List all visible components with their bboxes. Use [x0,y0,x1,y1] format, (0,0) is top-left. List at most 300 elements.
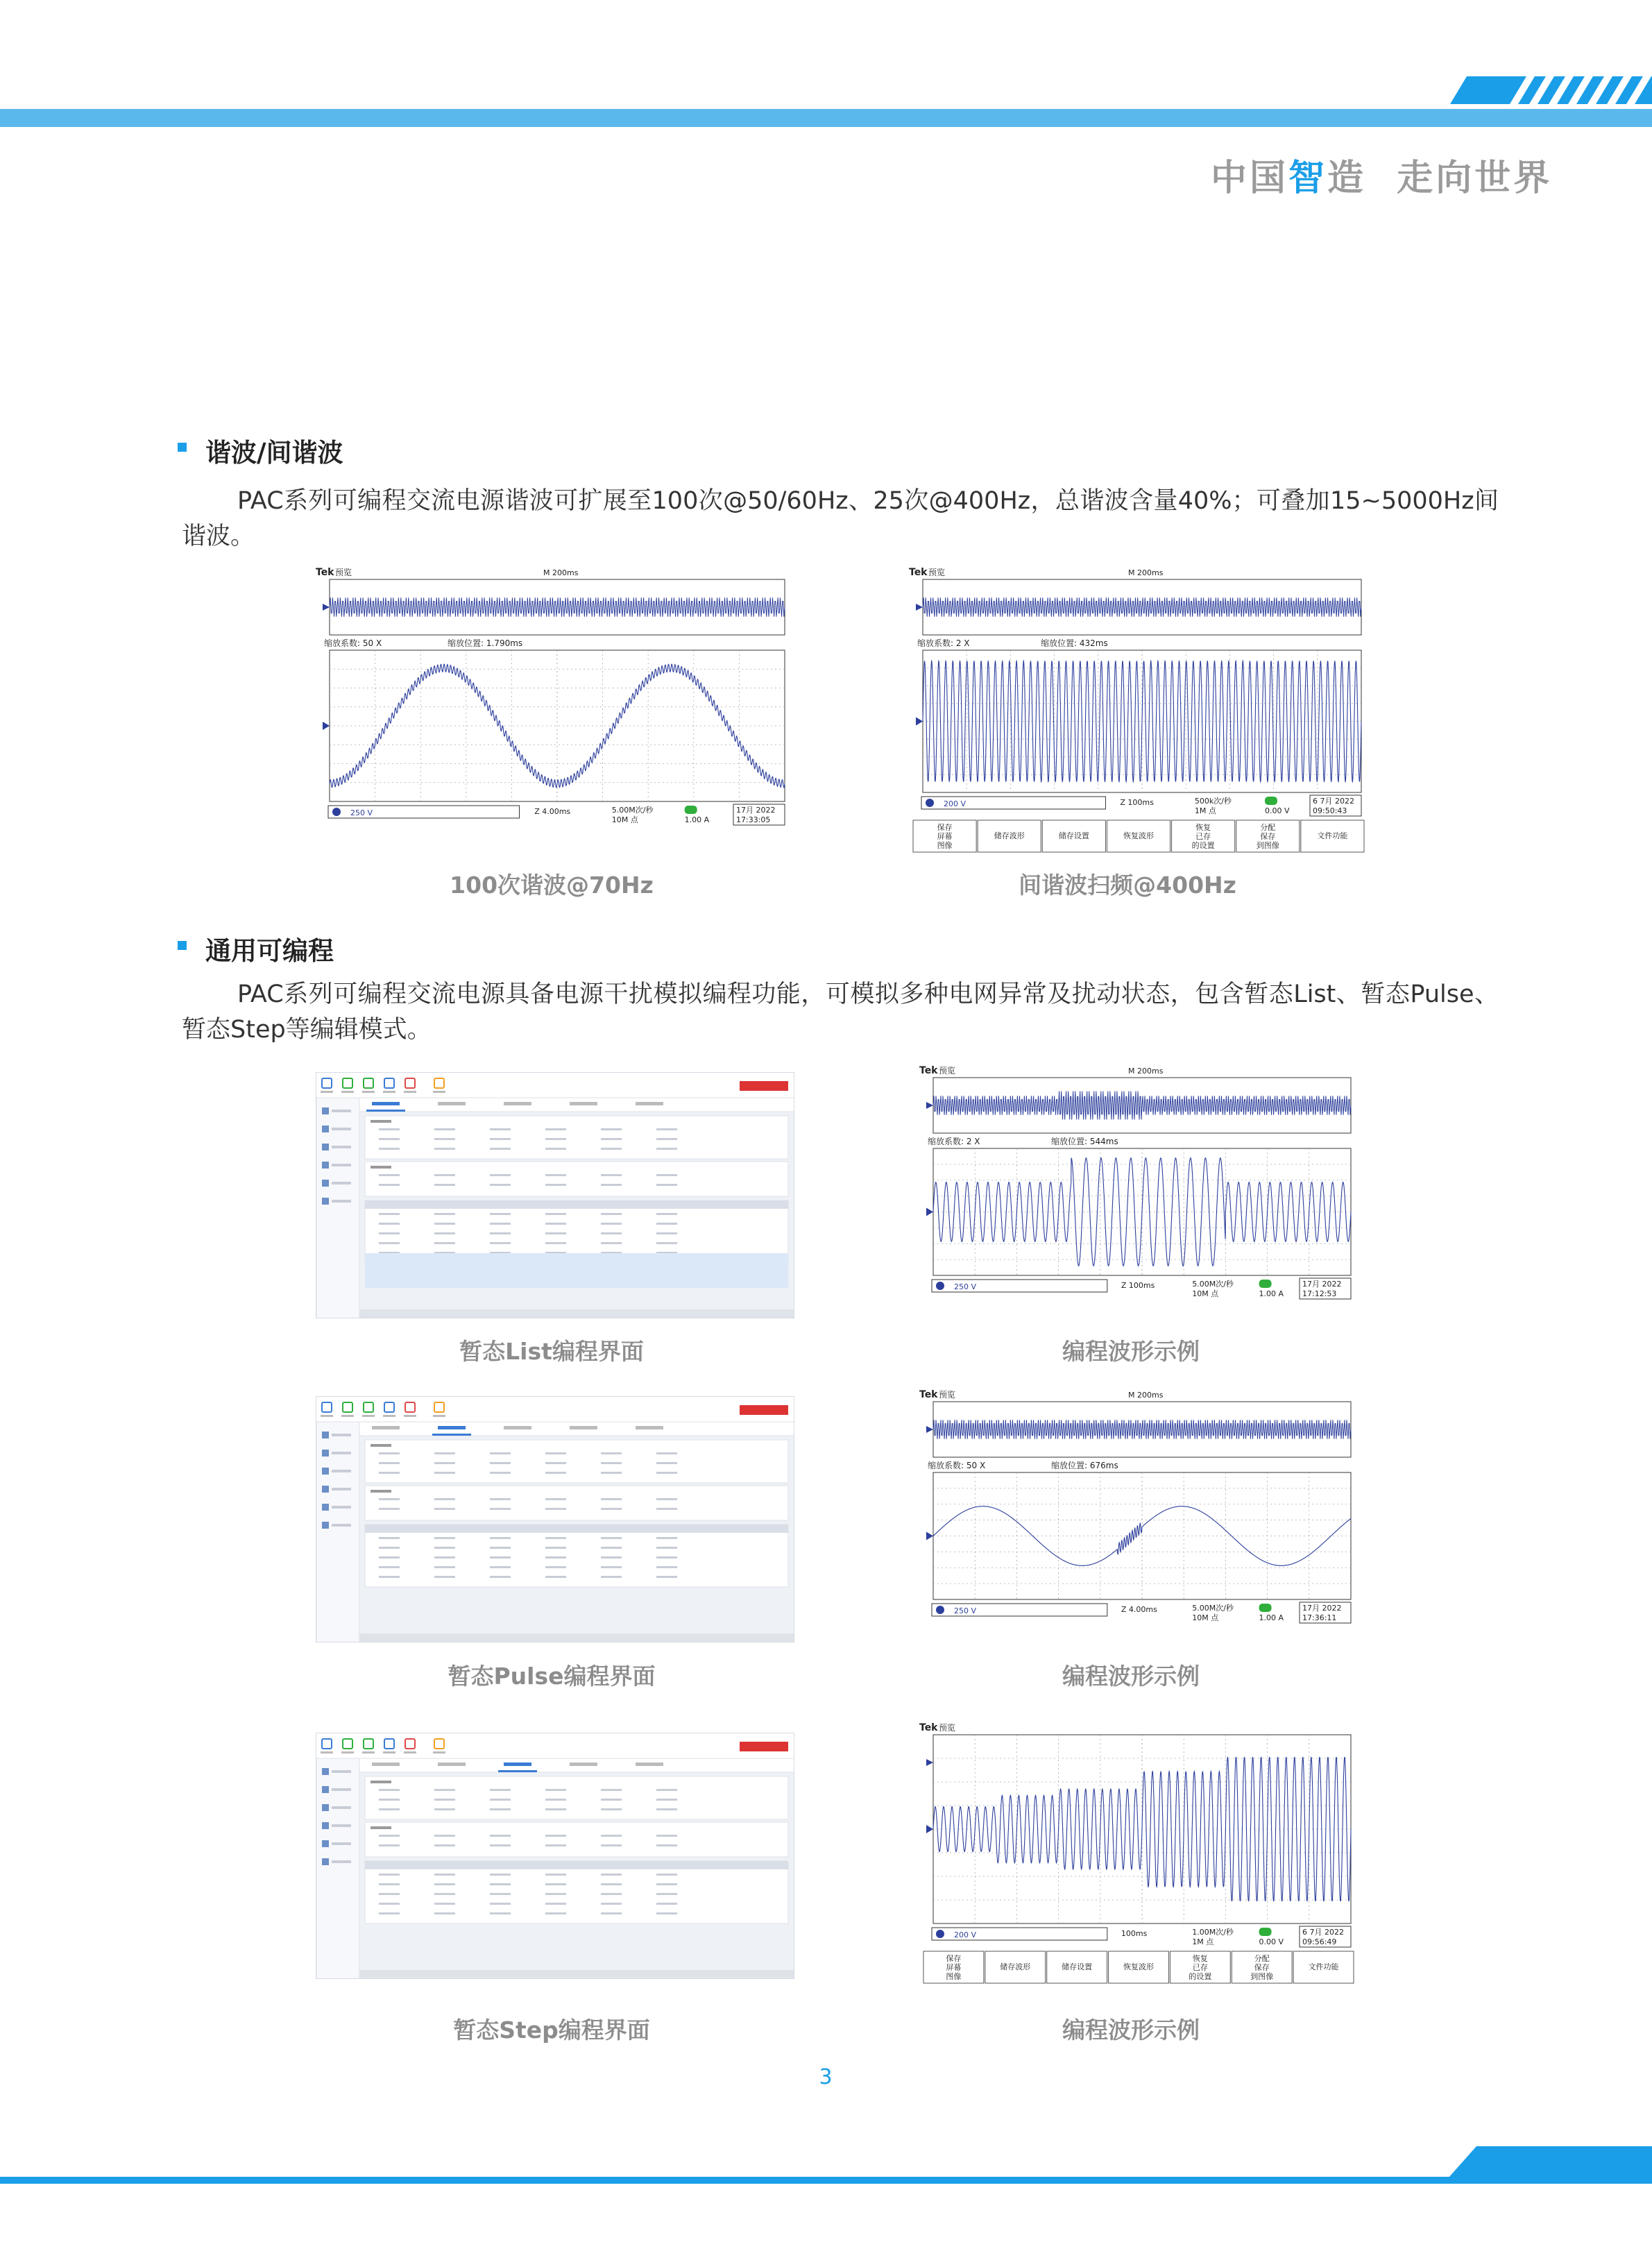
ui-tab [438,1426,466,1429]
ui-cell-text [545,1472,566,1474]
ui-tab-underline [366,1110,405,1112]
scope-channel-marker [926,1102,933,1109]
ui-cell-text [434,1232,455,1234]
ui-cell-text [656,1903,677,1905]
ui-panel-title [371,1826,391,1829]
ui-cell-text [545,1835,566,1837]
scope-sample-rate: 5.00M次/秒 [1192,1604,1234,1613]
ui-toolbar-label [362,1091,375,1093]
ui-cell-text [490,1138,511,1140]
scope-softkey-label: 到图像 [1256,841,1279,850]
scope-softkey-label: 文件功能 [1308,1962,1339,1971]
ui-cell-text [601,1508,622,1510]
oscilloscope-screenshot-4 [919,1388,1356,1641]
scope-ch-scale: 250 V [954,1282,977,1291]
ui-cell-text [601,1874,622,1876]
ui-toolbar [316,1733,794,1758]
ui-toolbar-label [321,1091,333,1093]
scope-record-length: 10M 点 [1192,1613,1219,1622]
scope-softkey-label: 恢复 [1195,823,1211,832]
ui-statusbar [359,1633,794,1642]
ui-cell-text [656,1242,677,1244]
scope-zoom-timediv: Z 100ms [1121,1281,1155,1290]
ui-sidebar-label [332,1788,351,1791]
software-ui-step-screenshot [316,1733,794,1979]
page-number: 3 [819,2065,833,2089]
ui-tab [372,1102,400,1105]
scope-zoom-position: 缩放位置: 432ms [1041,638,1108,648]
ui-toolbar-label [362,1751,375,1753]
ui-sidebar-label [332,1110,351,1112]
ui-cell-text [434,1844,455,1846]
scope-softkey-label: 图像 [946,1972,962,1981]
ui-cell-text [434,1508,455,1510]
ui-cell-text [490,1547,511,1549]
scope-zoom-factor: 缩放系数: 2 X [928,1137,980,1146]
scope-softkey-label: 已存 [1195,832,1211,841]
scope-record-length: 1M 点 [1192,1937,1214,1946]
ui-cell-text [601,1556,622,1559]
ui-cell-text [490,1903,511,1905]
ui-cell-text [545,1883,566,1885]
ui-cell-text [379,1498,400,1500]
scope-channel-marker [323,722,330,730]
scope-timebase: M 200ms [1128,1067,1164,1076]
ui-sidebar-label [332,1824,351,1827]
ui-cell-text [490,1223,511,1225]
scope-time: 17:33:05 [736,815,771,824]
ui-cell-text [379,1184,400,1186]
ui-cell-text [656,1799,677,1801]
ui-sidebar-icon [322,1107,329,1114]
scope-softkey-label: 的设置 [1189,1972,1212,1981]
scope-sample-rate: 500k次/秒 [1194,797,1232,806]
ui-cell-text [545,1138,566,1140]
caption-scope-3: 编程波形示例 [1062,1338,1200,1365]
ui-cell-text [379,1547,400,1549]
ui-sidebar-label [332,1842,351,1845]
scope-softkey-label: 文件功能 [1317,831,1348,840]
ui-cell-text [490,1835,511,1837]
ui-cell-text [490,1174,511,1176]
section-bullet [178,443,187,452]
ui-cell-text [656,1883,677,1885]
ui-cell-text [545,1508,566,1510]
ui-tab [636,1763,663,1766]
scope-zoom-timediv: Z 100ms [1120,798,1154,807]
ui-toolbar-label [341,1415,354,1417]
scope-date: 17月 2022 [736,806,776,815]
scope-softkey-label: 保存 [946,1954,962,1963]
scope-trigger-badge [1259,1604,1272,1612]
ui-cell-text [545,1462,566,1464]
ui-panel [365,1822,788,1857]
ui-cell-text [490,1242,511,1244]
ui-cell-text [434,1903,455,1905]
scope-status: 预览 [939,1723,956,1733]
ui-panel-title [371,1490,391,1493]
ui-sidebar-label [332,1470,351,1472]
scope-sample-rate: 5.00M次/秒 [611,806,654,815]
ui-cell-text [656,1138,677,1140]
ui-table-header [365,1525,788,1533]
ui-cell-text [434,1452,455,1454]
ui-cell-text [434,1883,455,1885]
ui-cell-text [379,1835,400,1837]
scope-ch1-badge [332,808,341,816]
ui-cell-text [434,1138,455,1140]
ui-cell-text [601,1184,622,1186]
ui-cell-text [434,1547,455,1549]
scope-brand: Tek [919,1722,938,1733]
ui-cell-text [434,1472,455,1474]
ui-toolbar-label [383,1091,395,1093]
ui-cell-text [656,1174,677,1176]
section-title-harmonics: 谐波/间谐波 [205,438,343,468]
ui-cell-text [434,1242,455,1244]
header-slogan: 中国智造 走向世界 [1211,158,1553,199]
ui-cell-text [545,1128,566,1130]
ui-cell-text [656,1223,677,1225]
ui-cell-text [490,1912,511,1914]
ui-sidebar-label [332,1434,351,1436]
ui-toolbar [316,1073,794,1098]
ui-tab-underline [432,1434,471,1436]
scope-trigger-badge [1259,1928,1272,1936]
scope-ch-scale: 200 V [954,1930,977,1939]
ui-tab [570,1102,597,1105]
ui-sidebar-icon [322,1126,329,1132]
scope-softkey-label: 储存设置 [1058,831,1089,840]
ui-toolbar [316,1397,794,1422]
scope-time: 17:12:53 [1302,1289,1337,1298]
ui-cell-text [434,1128,455,1130]
ui-cell-text [656,1912,677,1914]
ui-cell-text [490,1537,511,1539]
ui-sidebar-icon [322,1786,329,1793]
oscilloscope-screenshot-3 [919,1064,1356,1317]
ui-cell-text [545,1537,566,1539]
software-ui-list-screenshot [316,1072,794,1318]
scope-softkey-label: 的设置 [1191,841,1215,850]
ui-cell-text [379,1223,400,1225]
ui-logo-block [740,1405,788,1415]
ui-cell-text [379,1508,400,1510]
ui-tab [570,1426,597,1429]
scope-trigger-badge [1259,1280,1272,1288]
scope-softkey-label: 储存波形 [1000,1962,1031,1971]
footer-band [0,2177,1652,2184]
ui-sidebar-icon [322,1822,329,1829]
ui-toolbar-label [341,1091,354,1093]
scope-softkey-label: 分配 [1254,1954,1270,1963]
ui-cell-text [434,1148,455,1150]
ui-cell-text [601,1452,622,1454]
ui-toolbar-label [433,1415,445,1417]
ui-cell-text [656,1232,677,1234]
scope-zoom-position: 缩放位置: 544ms [1051,1137,1118,1146]
caption-scope-5: 编程波形示例 [1062,2016,1200,2044]
scope-ch1-badge [936,1606,944,1614]
scope-date: 6 7月 2022 [1313,797,1354,806]
ui-cell-text [601,1232,622,1234]
scope-channel-marker [916,717,923,726]
ui-cell-text [490,1472,511,1474]
ui-cell-text [601,1912,622,1914]
scope-trigger-level: 1.00 A [1259,1613,1284,1622]
ui-cell-text [545,1874,566,1876]
ui-sidebar-label [332,1146,351,1148]
scope-time: 09:50:43 [1313,806,1347,815]
section-paragraph-harmonics: PAC系列可编程交流电源谐波可扩展至100次@50/60Hz、25次@400Hz，总谐波含量40%；可叠加15~5000Hz间谐波。 [182,487,1499,550]
scope-trigger-level: 1.00 A [684,815,710,824]
ui-statusbar [359,1309,794,1318]
ui-cell-text [601,1462,622,1464]
ui-cell-text [545,1556,566,1559]
scope-softkey-label: 恢复波形 [1123,831,1154,840]
scope-record-length: 10M 点 [611,815,638,824]
ui-toolbar-label [404,1091,416,1093]
oscilloscope-screenshot-5 [919,1721,1356,1985]
scope-brand: Tek [919,1389,938,1400]
ui-cell-text [379,1213,400,1215]
ui-statusbar [359,1970,794,1979]
ui-cell-text [545,1184,566,1186]
scope-zoom-position: 缩放位置: 676ms [1051,1461,1118,1470]
scope-time: 17:36:11 [1302,1613,1337,1622]
ui-sidebar-icon [322,1504,329,1511]
ui-toolbar-label [321,1415,333,1417]
scope-brand: Tek [316,567,334,578]
scope-trigger-level: 0.00 V [1259,1937,1284,1946]
ui-cell-text [656,1148,677,1150]
ui-cell-text [656,1184,677,1186]
ui-cell-text [656,1576,677,1578]
scope-zoom-timediv: Z 4.00ms [1121,1605,1157,1614]
ui-panel [365,1486,788,1520]
software-ui-pulse-screenshot [316,1396,794,1642]
ui-cell-text [601,1844,622,1846]
ui-cell-text [656,1472,677,1474]
ui-cell-text [545,1912,566,1914]
ui-panel-title [371,1120,391,1123]
scope-date: 6 7月 2022 [1302,1928,1344,1937]
ui-cell-text [434,1808,455,1810]
scope-softkey-label: 屏幕 [937,832,953,841]
ui-cell-text [434,1912,455,1914]
section-paragraph-programmable: PAC系列可编程交流电源具备电源干扰模拟编程功能，可模拟多种电网异常及扰动状态，包含暂态List、暂态Pulse、暂态Step等编辑模式。 [182,980,1499,1044]
ui-toolbar-label [383,1415,395,1417]
ui-sidebar-icon [322,1432,329,1438]
ui-cell-text [601,1547,622,1549]
ui-tab [636,1426,663,1429]
ui-cell-text [656,1462,677,1464]
caption-ui-step: 暂态Step编程界面 [453,2016,650,2044]
ui-tab [504,1763,531,1766]
ui-sidebar-label [332,1770,351,1773]
ui-sidebar-label [332,1806,351,1809]
ui-toolbar-label [362,1415,375,1417]
ui-sidebar-label [332,1452,351,1454]
ui-cell-text [379,1893,400,1895]
ui-cell-text [545,1242,566,1244]
ui-cell-text [434,1184,455,1186]
ui-toolbar-label [321,1751,333,1753]
ui-logo-block [740,1081,788,1091]
scope-date: 17月 2022 [1302,1604,1342,1613]
scope-softkey-label: 保存 [937,823,953,832]
ui-cell-text [490,1893,511,1895]
section-title-programmable: 通用可编程 [205,936,334,966]
ui-cell-text [434,1537,455,1539]
ui-cell-text [545,1808,566,1810]
ui-sidebar-icon [322,1522,329,1529]
scope-record-length: 1M 点 [1194,806,1216,815]
ui-cell-text [656,1556,677,1559]
ui-cell-text [379,1148,400,1150]
ui-cell-text [379,1883,400,1885]
header-stripes-decoration [1436,76,1652,104]
scope-sample-rate: 1.00M次/秒 [1192,1928,1234,1937]
ui-panel-title [371,1166,391,1169]
ui-cell-text [545,1498,566,1500]
ui-cell-text [379,1232,400,1234]
ui-cell-text [490,1556,511,1559]
ui-table-header [365,1861,788,1869]
scope-softkey-label: 储存波形 [994,831,1025,840]
ui-panel [365,1525,788,1587]
ui-toolbar-label [404,1415,416,1417]
scope-ch-scale: 200 V [944,799,966,808]
ui-cell-text [379,1128,400,1130]
scope-zoom-factor: 缩放系数: 50 X [928,1461,986,1470]
ui-table-header [365,1200,788,1209]
scope-trigger-badge [685,806,697,814]
scope-zoom-factor: 缩放系数: 2 X [917,638,970,648]
ui-panel [365,1162,788,1196]
caption-ui-list: 暂态List编程界面 [459,1338,644,1365]
ui-cell-text [656,1789,677,1791]
ui-cell-text [490,1508,511,1510]
ui-cell-text [656,1874,677,1876]
section-bullet [178,941,187,950]
ui-cell-text [601,1148,622,1150]
ui-cell-text [656,1537,677,1539]
ui-cell-text [545,1452,566,1454]
oscilloscope-screenshot-2 [909,566,1367,854]
ui-cell-text [601,1213,622,1215]
scope-trigger-level: 1.00 A [1259,1289,1284,1298]
ui-panel-title [371,1444,391,1447]
ui-tab [636,1102,663,1105]
ui-cell-text [434,1835,455,1837]
ui-cell-text [601,1883,622,1885]
ui-cell-text [545,1213,566,1215]
ui-cell-text [601,1808,622,1810]
ui-cell-text [601,1128,622,1130]
scope-ch1-badge [936,1930,944,1938]
scope-zoom-timediv: Z 4.00ms [534,807,571,816]
footer-accent-decoration [1443,2146,1652,2184]
ui-selected-row [365,1253,788,1288]
ui-cell-text [379,1462,400,1464]
scope-timebase: M 200ms [543,568,579,577]
ui-cell-text [379,1556,400,1559]
ui-toolbar-label [433,1751,445,1753]
ui-cell-text [379,1576,400,1578]
ui-cell-text [545,1232,566,1234]
scope-time: 09:56:49 [1302,1937,1337,1946]
scope-status: 预览 [939,1066,956,1076]
ui-cell-text [490,1789,511,1791]
ui-cell-text [434,1799,455,1801]
ui-sidebar-label [332,1488,351,1491]
ui-cell-text [434,1566,455,1568]
ui-sidebar-icon [322,1486,329,1493]
ui-cell-text [601,1835,622,1837]
ui-cell-text [601,1799,622,1801]
ui-cell-text [656,1808,677,1810]
ui-cell-text [434,1462,455,1464]
ui-cell-text [490,1452,511,1454]
ui-cell-text [656,1893,677,1895]
ui-cell-text [490,1128,511,1130]
ui-panel [365,1861,788,1923]
ui-cell-text [434,1223,455,1225]
ui-sidebar-icon [322,1804,329,1811]
ui-cell-text [434,1174,455,1176]
ui-sidebar-icon [322,1144,329,1150]
ui-cell-text [601,1242,622,1244]
scope-trigger-badge [1265,797,1277,805]
scope-softkey-label: 到图像 [1250,1972,1274,1981]
ui-cell-text [379,1799,400,1801]
ui-cell-text [434,1498,455,1500]
ui-cell-text [490,1883,511,1885]
ui-cell-text [379,1138,400,1140]
scope-softkey-label: 恢复 [1192,1954,1208,1963]
ui-tab [438,1763,466,1766]
ui-tab [504,1102,531,1105]
scope-ch1-badge [936,1282,944,1290]
ui-cell-text [434,1576,455,1578]
scope-timebase: M 200ms [1128,1391,1164,1400]
ui-cell-text [545,1844,566,1846]
ui-cell-text [379,1844,400,1846]
ui-cell-text [490,1148,511,1150]
scope-record-length: 10M 点 [1192,1289,1219,1298]
scope-trigger-level: 0.00 V [1264,806,1290,815]
scope-date: 17月 2022 [1302,1280,1342,1289]
ui-cell-text [601,1893,622,1895]
scope-zoom-factor: 缩放系数: 50 X [324,638,382,648]
ui-cell-text [490,1799,511,1801]
ui-tab [504,1426,531,1429]
ui-cell-text [656,1835,677,1837]
ui-toolbar-label [383,1751,395,1753]
ui-panel [365,1116,788,1159]
ui-cell-text [490,1184,511,1186]
ui-cell-text [545,1799,566,1801]
scope-brand: Tek [909,567,928,578]
ui-cell-text [379,1174,400,1176]
ui-cell-text [601,1138,622,1140]
ui-sidebar-icon [322,1768,329,1775]
ui-cell-text [601,1174,622,1176]
ui-toolbar-label [341,1751,354,1753]
scope-status: 预览 [928,568,946,577]
ui-sidebar-label [332,1200,351,1203]
